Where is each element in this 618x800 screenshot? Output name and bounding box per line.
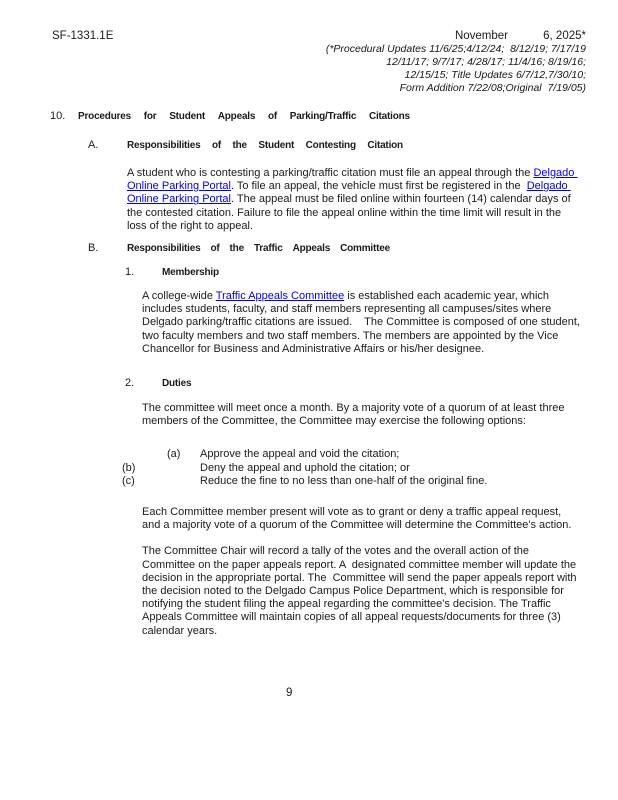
subsection-a-heading (88, 139, 618, 152)
list-item (167, 448, 618, 461)
subsection-b-title: Responsibilities of the Traffic Appeals Committee (127, 243, 390, 255)
paragraph-text: A student who is contesting a parking/traffic citation must file an appeal through the (127, 167, 534, 179)
duties-intro-paragraph: The committee will meet once a month. By a majority vote of a quorum of at least three members of the Committee, the Committee may exercise the following options: (142, 402, 568, 428)
section-title: Procedures for Student Appeals of Parking/Traffic Citations (78, 111, 410, 122)
paragraph-text: . The appeal must be filed online within fourteen (14) calendar days of the contested citation. Failure to file the appeal online within the time limit will result in the loss of the right to appeal. (127, 193, 574, 232)
membership-heading (125, 266, 618, 279)
item-label: (c) (122, 474, 135, 487)
revision-line: (*Procedural Updates 11/6/25;4/12/24; 8/12/19; 7/17/19 (325, 43, 586, 55)
item-text: Deny the appeal and uphold the citation; or (200, 461, 410, 474)
revision-line: 12/15/15; Title Updates 6/7/12,7/30/10; (404, 69, 586, 81)
item-label: (a) (167, 448, 181, 461)
subsection-a-label: A. (88, 139, 99, 151)
committee-chair-paragraph: The Committee Chair will record a tally of the votes and the overall action of the Committee on the paper appeals report. A designated committee member will update the decision in the appropriate portal. The Committee will send the paper appeals report with the decision noted to the Delgado Campus Police Department, which is responsible for notifying the student filing the appeal regarding the committee's decision. The Traffic Appeals Committee will maintain copies of all appeal requests/documents for three (3) calendar years. (142, 545, 580, 637)
section-heading (50, 110, 618, 123)
effective-date: November 6, 2025* (454, 30, 586, 42)
parking-portal-link[interactable]: Delgado Online Parking Portal (127, 180, 571, 206)
options-list (0, 448, 618, 488)
item-number: 2. (125, 377, 135, 390)
duties-heading (125, 377, 618, 390)
paragraph-text: . To file an appeal, the vehicle must first be registered in the (230, 180, 527, 193)
subsection-b-heading (88, 242, 618, 255)
membership-paragraph (142, 290, 584, 356)
revision-line: 12/11/17; 9/7/17; 4/28/17; 11/4/16; 8/19/16; (386, 56, 586, 68)
revision-line: Form Addition 7/22/08;Original 7/19/05) (399, 82, 586, 94)
student-responsibilities-paragraph (127, 167, 582, 233)
voting-paragraph: Each Committee member present will vote as to grant or deny a traffic appeal request, and a majority vote of a quorum of the Committee will determine the Committee's action. (142, 506, 572, 532)
document-number: SF-1331.1E (52, 30, 114, 42)
membership-title: Membership (162, 267, 219, 279)
revision-history (326, 30, 586, 95)
paragraph-text: is established each academic year, which includes students, faculty, and staff members representing all campuses/sites where Delgado parking/traffic citations are issued. The Committee is composed of one student, two faculty members and two staff members. The members are appointed by the Vice Chancellor for Business and Administrative Affairs or his/her designee. (142, 290, 584, 355)
page-number: 9 (286, 686, 293, 699)
subsection-b-label: B. (88, 242, 99, 255)
item-label: (b) (122, 461, 136, 474)
paragraph-text: A college-wide (142, 290, 216, 303)
traffic-appeals-committee-link[interactable]: Traffic Appeals Committee (215, 290, 345, 303)
page-header (0, 0, 618, 95)
section-number: 10. (50, 110, 66, 122)
item-number: 1. (125, 266, 135, 279)
list-item (122, 462, 618, 475)
parking-portal-link[interactable]: Delgado Online Parking Portal (127, 167, 578, 193)
duties-title: Duties (162, 378, 192, 390)
item-text: Approve the appeal and void the citation; (200, 448, 400, 461)
item-text: Reduce the fine to no less than one-half of the original fine. (200, 474, 488, 487)
list-item (122, 475, 618, 488)
subsection-a-title: Responsibilities of the Student Contesting Citation (127, 140, 403, 151)
